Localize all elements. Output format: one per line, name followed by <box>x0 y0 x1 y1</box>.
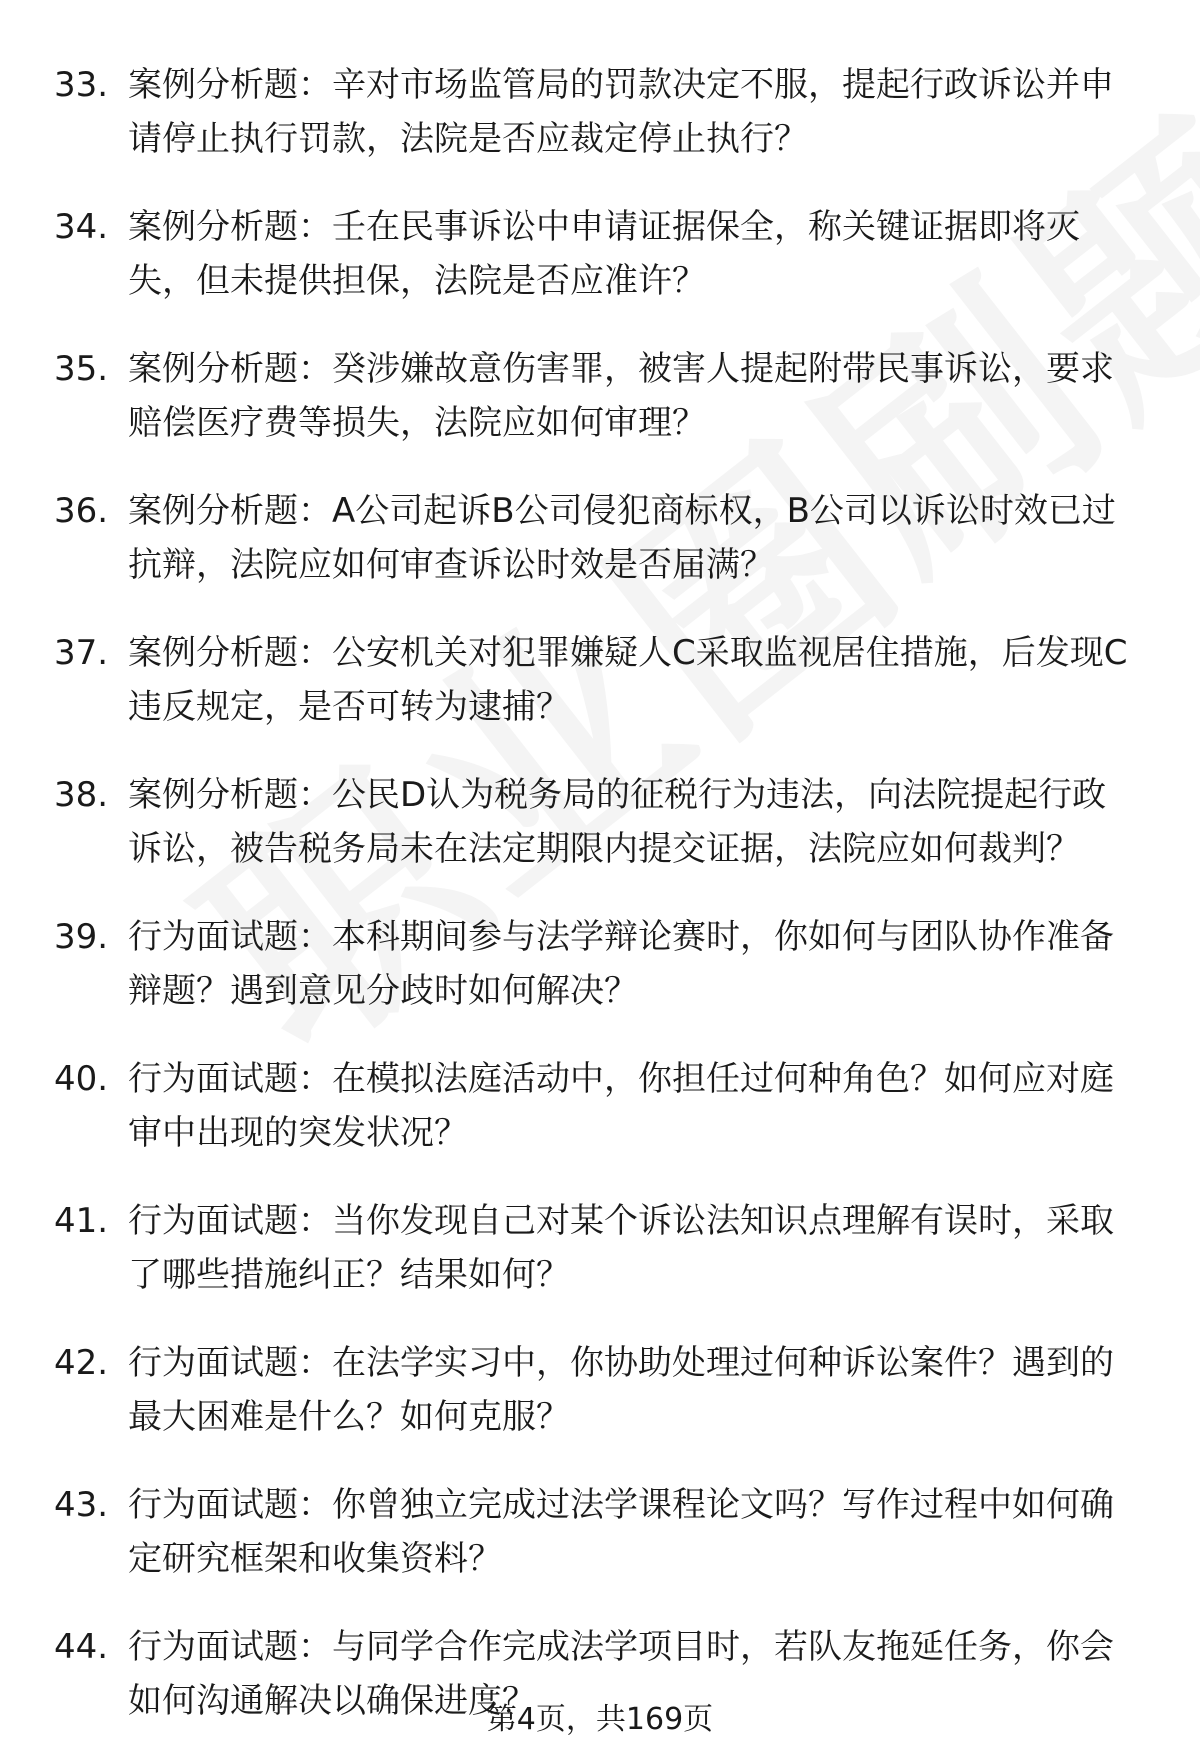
question-number: 33. <box>54 65 109 105</box>
question-text: 案例分析题：公安机关对犯罪嫌疑人C采取监视居住措施，后发现C违反规定，是否可转为逮捕？ <box>128 633 1128 727</box>
question-text: 案例分析题：壬在民事诉讼中申请证据保全，称关键证据即将灭失，但未提供担保，法院是否应准许？ <box>128 207 1080 301</box>
question-list <box>0 58 1200 1762</box>
question-text: 行为面试题：在模拟法庭活动中，你担任过何种角色？如何应对庭审中出现的突发状况？ <box>128 1059 1114 1153</box>
question-item <box>0 626 1200 734</box>
question-number: 35. <box>54 349 109 389</box>
question-text: 案例分析题：公民D认为税务局的征税行为违法，向法院提起行政诉讼，被告税务局未在法定期限内提交证据，法院应如何裁判？ <box>128 775 1107 869</box>
question-number: 43. <box>54 1485 109 1525</box>
question-number: 40. <box>54 1059 109 1099</box>
question-item <box>0 342 1200 450</box>
question-number: 34. <box>54 207 109 247</box>
question-text: 案例分析题：辛对市场监管局的罚款决定不服，提起行政诉讼并申请停止执行罚款，法院是否应裁定停止执行？ <box>128 65 1114 159</box>
question-text: 行为面试题：在法学实习中，你协助处理过何种诉讼案件？遇到的最大困难是什么？如何克服？ <box>128 1343 1114 1437</box>
question-item <box>0 200 1200 308</box>
question-text: 行为面试题：本科期间参与法学辩论赛时，你如何与团队协作准备辩题？遇到意见分歧时如何解决？ <box>128 917 1114 1011</box>
question-text: 行为面试题：你曾独立完成过法学课程论文吗？写作过程中如何确定研究框架和收集资料？ <box>128 1485 1114 1579</box>
question-number: 42. <box>54 1343 109 1383</box>
question-number: 36. <box>54 491 109 531</box>
question-number: 37. <box>54 633 109 673</box>
question-item <box>0 1052 1200 1160</box>
question-item <box>0 1194 1200 1302</box>
question-text: 案例分析题：A公司起诉B公司侵犯商标权，B公司以诉讼时效已过抗辩，法院应如何审查诉讼时效是否届满？ <box>128 491 1116 585</box>
question-number: 38. <box>54 775 109 815</box>
question-item <box>0 58 1200 166</box>
question-item <box>0 768 1200 876</box>
question-text: 行为面试题：当你发现自己对某个诉讼法知识点理解有误时，采取了哪些措施纠正？结果如何？ <box>128 1201 1114 1295</box>
question-item <box>0 1478 1200 1586</box>
question-number: 39. <box>54 917 109 957</box>
question-item <box>0 910 1200 1018</box>
page-footer: 第4页，共169页 <box>486 1702 714 1737</box>
question-item <box>0 484 1200 592</box>
question-item <box>0 1336 1200 1444</box>
question-text: 案例分析题：癸涉嫌故意伤害罪，被害人提起附带民事诉讼，要求赔偿医疗费等损失，法院应如何审理？ <box>128 349 1114 443</box>
question-number: 44. <box>54 1627 109 1667</box>
question-number: 41. <box>54 1201 109 1241</box>
question-text: 行为面试题：与同学合作完成法学项目时，若队友拖延任务，你会如何沟通解决以确保进度？ <box>128 1627 1114 1721</box>
